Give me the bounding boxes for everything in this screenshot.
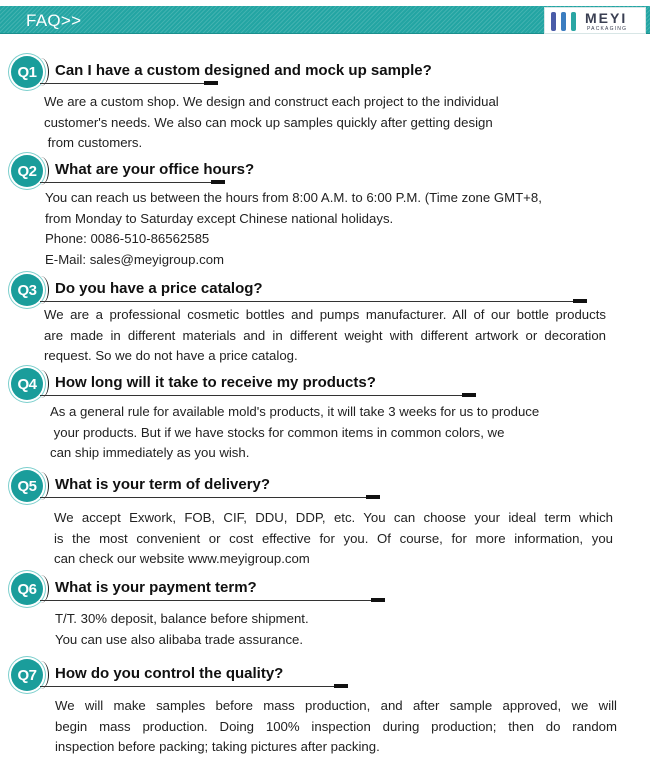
meyi-logo [544,7,646,34]
faq-answer: We will make samples before mass production, and after sample approved, we will begin mass production. Doing 100% inspection during production; then do random inspection before packing; taking pictures after packing. [55,698,617,754]
question-underline [40,182,212,183]
faq-answer: T/T. 30% deposit, balance before shipment. You can use also alibaba trade assurance. [55,611,309,647]
faq-answer: We are a custom shop. We design and construct each project to the individual customer's needs. We also can mock up samples quickly after getting design from customers. [44,94,499,150]
faq-question: What is your payment term? [55,579,257,596]
q6-badge-icon: Q6 [11,573,43,605]
question-underline [40,497,368,498]
question-underline [40,301,576,302]
badge-arc [33,575,49,603]
faq-question: Do you have a price catalog? [55,280,263,297]
logo-subtitle: PACKAGING [587,26,628,32]
q1-badge-icon: Q1 [11,56,43,88]
faq-answer: We accept Exwork, FOB, CIF, DDU, DDP, etc. You can choose your ideal term which is the most convenient or cost effective for you. Of course, for more information, you can check our website www.meyigroup.com [54,510,613,566]
question-underline [40,600,373,601]
q4-badge-icon: Q4 [11,368,43,400]
faq-question: What is your term of delivery? [55,476,271,493]
faq-question: What are your office hours? [55,161,255,178]
underline-accent [573,299,587,303]
question-underline [40,83,205,84]
logo-wordmark: MEYI [585,10,628,26]
badge-arc [33,157,49,185]
badge-arc [33,370,49,398]
faq-answer: We are a professional cosmetic bottles and pumps manufacturer. All of our bottle products are made in different materials and in different weight with different artwork or decoration request. So we do not have a price catalog. [44,307,606,363]
badge-arc [33,58,49,86]
faq-question: Can I have a custom designed and mock up sample? [55,62,432,79]
underline-accent [211,180,225,184]
q7-badge-icon: Q7 [11,659,43,691]
faq-answer: You can reach us between the hours from 8:00 A.M. to 6:00 P.M. (Time zone GMT+8, from Monday to Saturday except Chinese national holidays. Phone: 0086-510-86562585 E-Mail: sales@meyigroup.com [45,190,542,267]
faq-question: How do you control the quality? [55,665,284,682]
underline-accent [366,495,380,499]
underline-accent [462,393,476,397]
underline-accent [204,81,218,85]
header-title: FAQ>> [26,11,82,30]
underline-accent [334,684,348,688]
faq-answer: As a general rule for available mold's products, it will take 3 weeks for us to produce your products. But if we have stocks for common items in common colors, we can ship immediately as you wish. [50,404,540,460]
question-underline [40,395,464,396]
q2-badge-icon: Q2 [11,155,43,187]
q3-badge-icon: Q3 [11,274,43,306]
question-underline [40,686,336,687]
faq-header-banner [0,6,650,34]
badge-arc [33,661,49,689]
q5-badge-icon: Q5 [11,470,43,502]
badge-arc [33,276,49,304]
faq-question: How long will it take to receive my products? [55,374,376,391]
badge-arc [33,472,49,500]
underline-accent [371,598,385,602]
